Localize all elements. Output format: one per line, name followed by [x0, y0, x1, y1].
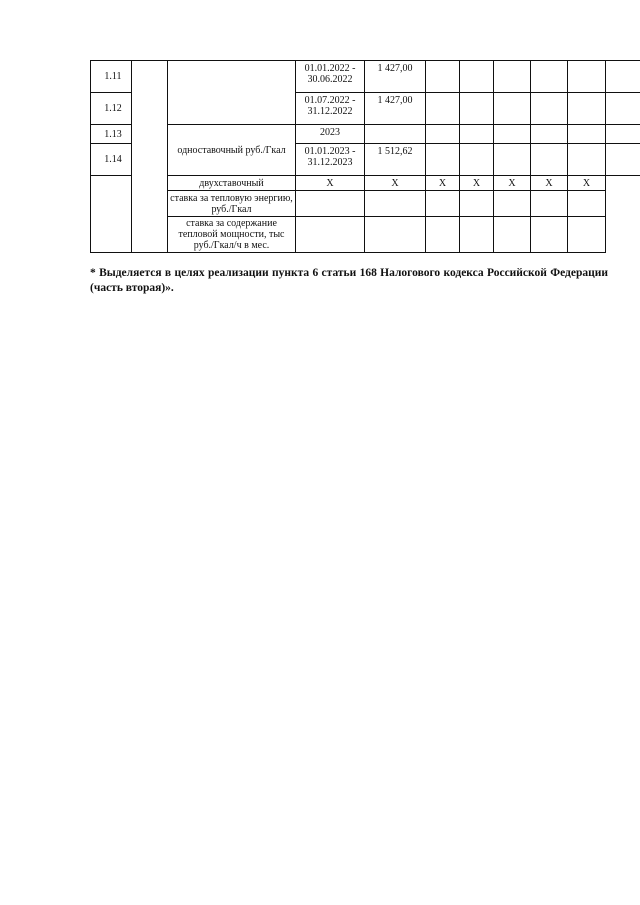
- empty-cell: [494, 125, 531, 144]
- empty-cell: [494, 217, 531, 253]
- empty-cell: [531, 125, 568, 144]
- value-cell: 1 427,00: [365, 93, 426, 125]
- empty-cell: [296, 217, 365, 253]
- row-number: 1.12: [91, 93, 132, 125]
- row-number: 1.11: [91, 61, 132, 93]
- empty-cell: [568, 191, 606, 217]
- empty-cell: [132, 61, 168, 253]
- period-cell: 01.01.2022 - 30.06.2022: [296, 61, 365, 93]
- period-cell: 01.07.2022 - 31.12.2022: [296, 93, 365, 125]
- value-cell: 1 427,00: [365, 61, 426, 93]
- empty-cell: [460, 217, 494, 253]
- row-number: 1.14: [91, 144, 132, 176]
- x-mark: X: [460, 176, 494, 191]
- empty-cell: [606, 144, 640, 176]
- empty-cell: [531, 61, 568, 93]
- empty-cell: [606, 125, 640, 144]
- empty-cell: [531, 217, 568, 253]
- empty-cell: [460, 191, 494, 217]
- empty-cell: [426, 61, 460, 93]
- empty-cell: [460, 144, 494, 176]
- x-mark: X: [494, 176, 531, 191]
- empty-cell: [365, 191, 426, 217]
- empty-cell: [568, 125, 606, 144]
- table-row: [91, 61, 640, 93]
- empty-cell: [426, 217, 460, 253]
- empty-cell: [568, 61, 606, 93]
- empty-cell: [91, 176, 132, 253]
- empty-cell: [494, 144, 531, 176]
- empty-cell: [296, 191, 365, 217]
- empty-cell: [426, 144, 460, 176]
- table-row: [91, 176, 640, 191]
- x-mark: X: [531, 176, 568, 191]
- empty-cell: [568, 217, 606, 253]
- year-cell: 2023: [296, 125, 365, 144]
- empty-cell: [606, 61, 640, 93]
- x-mark: X: [296, 176, 365, 191]
- row-number: 1.13: [91, 125, 132, 144]
- footnote: * Выделяется в целях реализации пункта 6 статьи 168 Налогового кодекса Российской Федерации (часть вторая)».: [90, 267, 608, 294]
- capacity-rate-label: ставка за содержание тепловой мощности, тыс руб./Гкал/ч в мес.: [168, 217, 296, 253]
- empty-cell: [460, 93, 494, 125]
- empty-cell: [494, 93, 531, 125]
- table-row: [91, 125, 640, 144]
- empty-cell: [365, 125, 426, 144]
- empty-cell: [568, 144, 606, 176]
- table-row: [91, 191, 640, 217]
- empty-cell: [494, 191, 531, 217]
- empty-cell: [365, 217, 426, 253]
- empty-cell: [426, 93, 460, 125]
- period-cell: 01.01.2023 - 31.12.2023: [296, 144, 365, 176]
- empty-cell: [426, 125, 460, 144]
- empty-cell: [531, 191, 568, 217]
- x-mark: X: [426, 176, 460, 191]
- empty-cell: [426, 191, 460, 217]
- empty-cell: [460, 61, 494, 93]
- single-rate-label: одноставочный руб./Гкал: [168, 125, 296, 176]
- empty-cell: [531, 144, 568, 176]
- two-rate-label: двухставочный: [168, 176, 296, 191]
- empty-cell: [531, 93, 568, 125]
- empty-cell: [460, 125, 494, 144]
- tariff-table: [90, 60, 640, 253]
- table-row: [91, 217, 640, 253]
- empty-cell: [568, 93, 606, 125]
- empty-cell: [494, 61, 531, 93]
- energy-rate-label: ставка за тепловую энергию, руб./Гкал: [168, 191, 296, 217]
- x-mark: X: [568, 176, 606, 191]
- x-mark: X: [365, 176, 426, 191]
- empty-cell: [168, 61, 296, 125]
- empty-cell: [606, 93, 640, 125]
- value-cell: 1 512,62: [365, 144, 426, 176]
